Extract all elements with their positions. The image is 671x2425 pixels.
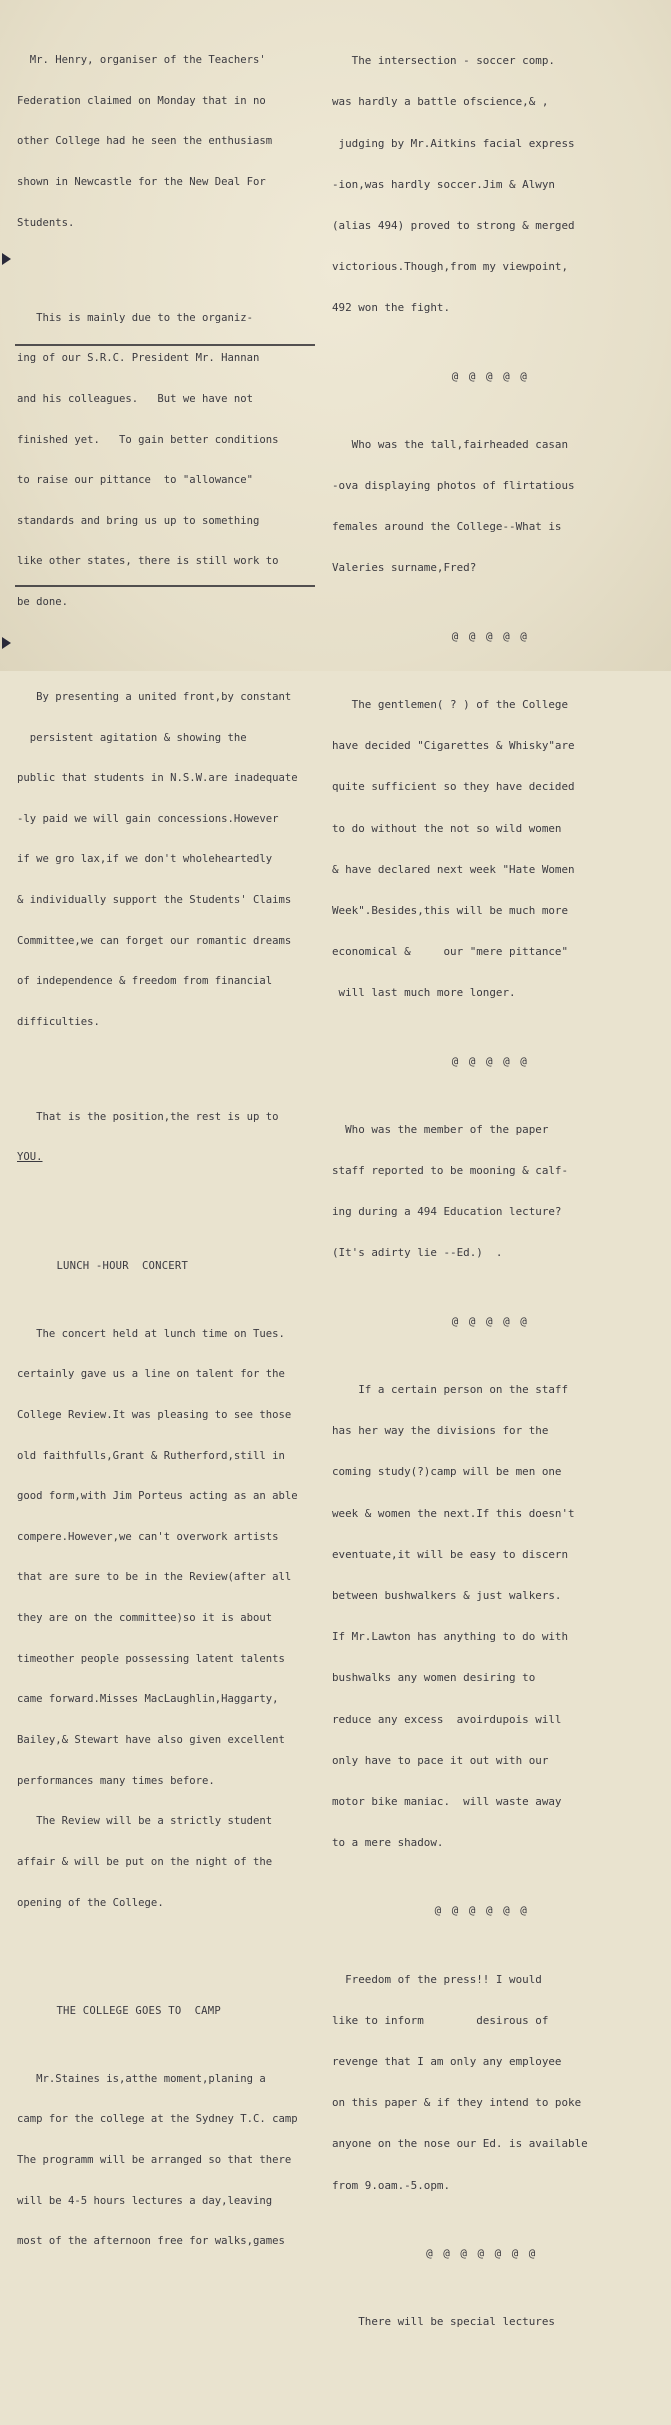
text-line: has her way the divisions for the — [332, 1424, 549, 1438]
src-paragraph — [17, 284, 327, 636]
separator-stars: @ @ @ @ @ — [332, 1314, 529, 1328]
camp-heading: THE COLLEGE GOES TO CAMP — [17, 2004, 221, 2017]
text-line: If a certain person on the staff — [332, 1383, 569, 1396]
text-line: If Mr.Lawton has anything to do with — [332, 1630, 569, 1644]
text-line: week & women the next.If this doesn't — [332, 1506, 575, 1520]
text-line: good form,with Jim Porteus acting as an able — [17, 1490, 298, 1503]
text-line: This is mainly due to the organiz- — [17, 311, 253, 324]
text-line — [332, 2356, 662, 2370]
text-line: The Review will be a strictly student — [17, 1815, 273, 1828]
spacer — [17, 1219, 327, 1233]
text-line: -ova displaying photos of flirtatious — [332, 479, 575, 493]
text-line: will be 4-5 hours lectures a day,leaving — [17, 2194, 273, 2207]
text-line: judging by Mr.Aitkins facial express — [332, 136, 575, 150]
hate-women-week-paragraph — [332, 671, 662, 1028]
text-line: Valeries surname,Fred? — [332, 561, 477, 575]
separator-stars: @ @ @ @ @ @ @ — [332, 2246, 538, 2260]
text-line: like to inform desirous of — [332, 2013, 549, 2027]
text-line: Students. — [17, 216, 75, 229]
text-line: opening of the College. — [17, 1896, 164, 1909]
mooning-paragraph — [332, 1096, 662, 1288]
text-line: (It's adirty lie --Ed.) . — [332, 1246, 503, 1260]
text-line: persistent agitation & showing the — [17, 731, 247, 744]
text-line: motor bike maniac. will waste away — [332, 1794, 562, 1808]
special-lectures-paragraph — [332, 2288, 662, 2397]
text-line: The concert held at lunch time on Tues. — [17, 1327, 285, 1340]
text-line: have decided "Cigarettes & Whisky"are — [332, 739, 575, 753]
text-line: performances many times before. — [17, 1774, 215, 1787]
text-line: that are sure to be in the Review(after all — [17, 1571, 292, 1584]
text-line: of independence & freedom from financial — [17, 975, 273, 988]
text-line: to raise our pittance to "allowance" — [17, 474, 253, 487]
text-line: on this paper & if they intend to poke — [332, 2096, 582, 2110]
text-line: 492 won the fight. — [332, 301, 451, 315]
text-line: to a mere shadow. — [332, 1836, 444, 1850]
text-line: eventuate,it will be easy to discern — [332, 1547, 569, 1561]
text-line: & individually support the Students' Claims — [17, 894, 292, 907]
text-line: Mr. Henry, organiser of the Teachers' — [17, 54, 266, 67]
camp-paragraph — [17, 2046, 327, 2276]
text-line: old faithfulls,Grant & Rutherford,still in — [17, 1449, 285, 1462]
text-line: compere.However,we can't overwork artists — [17, 1530, 279, 1543]
text-line: There will be special lectures — [332, 2315, 555, 2329]
text-line: The intersection - soccer comp. — [332, 54, 555, 68]
binder-mark-icon — [2, 637, 11, 649]
text-line: to do without the not so wild women — [332, 821, 562, 835]
section-divider — [15, 344, 315, 346]
text-line: came forward.Misses MacLaughlin,Haggarty, — [17, 1693, 279, 1706]
separator-stars: @ @ @ @ @ — [332, 629, 529, 643]
text-line: most of the afternoon free for walks,games — [17, 2235, 285, 2248]
text-line: other College had he seen the enthusiasm — [17, 135, 273, 148]
text-line: affair & will be put on the night of the — [17, 1855, 273, 1868]
text-line: timeother people possessing latent talents — [17, 1652, 285, 1665]
text-line: coming study(?)camp will be men one — [332, 1465, 562, 1479]
text-line: like other states, there is still work to — [17, 555, 279, 568]
text-line: difficulties. — [17, 1016, 100, 1029]
text-line: economical & our "mere pittance" — [332, 945, 569, 959]
text-line: from 9.oam.-5.opm. — [332, 2178, 451, 2192]
text-line: bushwalks any women desiring to — [332, 1671, 536, 1685]
text-line: Week".Besides,this will be much more — [332, 903, 569, 917]
text-line: YOU. — [17, 1151, 43, 1164]
text-line: revenge that I am only any employee — [332, 2055, 562, 2068]
binder-mark-icon — [2, 253, 11, 265]
text-line: certainly gave us a line on talent for the — [17, 1368, 285, 1381]
text-line: shown in Newcastle for the New Deal For — [17, 176, 266, 189]
henry-paragraph — [17, 27, 327, 257]
text-line: will last much more longer. — [332, 986, 516, 1000]
text-line: public that students in N.S.W.are inadequate — [17, 772, 298, 785]
text-line: Committee,we can forget our romantic dreams — [17, 934, 292, 947]
text-line: ing of our S.R.C. President Mr. Hannan — [17, 352, 260, 365]
text-line: ing during a 494 Education lecture? — [332, 1205, 562, 1219]
text-line: Who was the member of the paper — [332, 1122, 549, 1136]
text-line: Freedom of the press!! I would — [332, 1972, 542, 1986]
text-line: Who was the tall,fairheaded casan — [332, 437, 569, 451]
section-divider — [15, 585, 315, 587]
text-line: & have declared next week "Hate Women — [332, 862, 575, 876]
concert-paragraph — [17, 1301, 327, 1938]
united-front-paragraph — [17, 664, 327, 1057]
text-line: The gentlemen( ? ) of the College — [332, 698, 569, 711]
text-line: females around the College--What is — [332, 520, 562, 534]
freedom-of-press-paragraph — [332, 1946, 662, 2220]
concert-heading: LUNCH -HOUR CONCERT — [17, 1259, 189, 1272]
soccer-paragraph — [332, 27, 662, 342]
text-line: -ion,was hardly soccer.Jim & Alwyn — [332, 177, 555, 191]
text-line: staff reported to be mooning & calf- — [332, 1164, 569, 1178]
text-line: (alias 494) proved to strong & merged — [332, 218, 575, 232]
text-line: That is the position,the rest is up to — [17, 1110, 279, 1123]
text-line: only have to pace it out with our — [332, 1753, 549, 1767]
text-line: victorious.Though,from my viewpoint, — [332, 260, 569, 274]
casanova-paragraph — [332, 411, 662, 603]
text-line: reduce any excess avoirdupois will — [332, 1712, 562, 1726]
text-line: Bailey,& Stewart have also given excellent — [17, 1734, 285, 1746]
study-camp-paragraph — [332, 1356, 662, 1877]
text-line: By presenting a united front,by constant — [17, 690, 292, 703]
position-paragraph — [17, 1084, 327, 1192]
text-line: between bushwalkers & just walkers. — [332, 1588, 562, 1602]
text-line: finished yet. To gain better conditions — [17, 433, 279, 446]
separator-stars: @ @ @ @ @ @ — [332, 1904, 529, 1918]
text-line: was hardly a battle ofscience,& , — [332, 95, 549, 109]
right-column — [332, 0, 662, 2425]
text-line: anyone on the nose our Ed. is available — [332, 2137, 588, 2151]
spacer — [17, 1964, 327, 1978]
text-line: quite sufficient so they have decided — [332, 780, 575, 794]
text-line: The programm will be arranged so that there — [17, 2153, 292, 2166]
text-line: standards and bring us up to something — [17, 514, 260, 527]
separator-stars: @ @ @ @ @ — [332, 1054, 529, 1068]
text-line: Federation claimed on Monday that in no — [17, 94, 266, 107]
text-line: be done. — [17, 596, 69, 609]
text-line: and his colleagues. But we have not — [17, 392, 253, 405]
text-line: College Review.It was pleasing to see those — [17, 1408, 292, 1421]
text-line: camp for the college at the Sydney T.C. camp — [17, 2113, 298, 2126]
text-line: Mr.Staines is,atthe moment,planing a — [17, 2072, 266, 2085]
separator-stars: @ @ @ @ @ — [332, 369, 529, 383]
text-line: -ly paid we will gain concessions.However — [17, 812, 279, 825]
text-line: if we gro lax,if we don't wholeheartedly — [17, 853, 273, 866]
text-line: they are on the committee)so it is about — [17, 1612, 273, 1625]
